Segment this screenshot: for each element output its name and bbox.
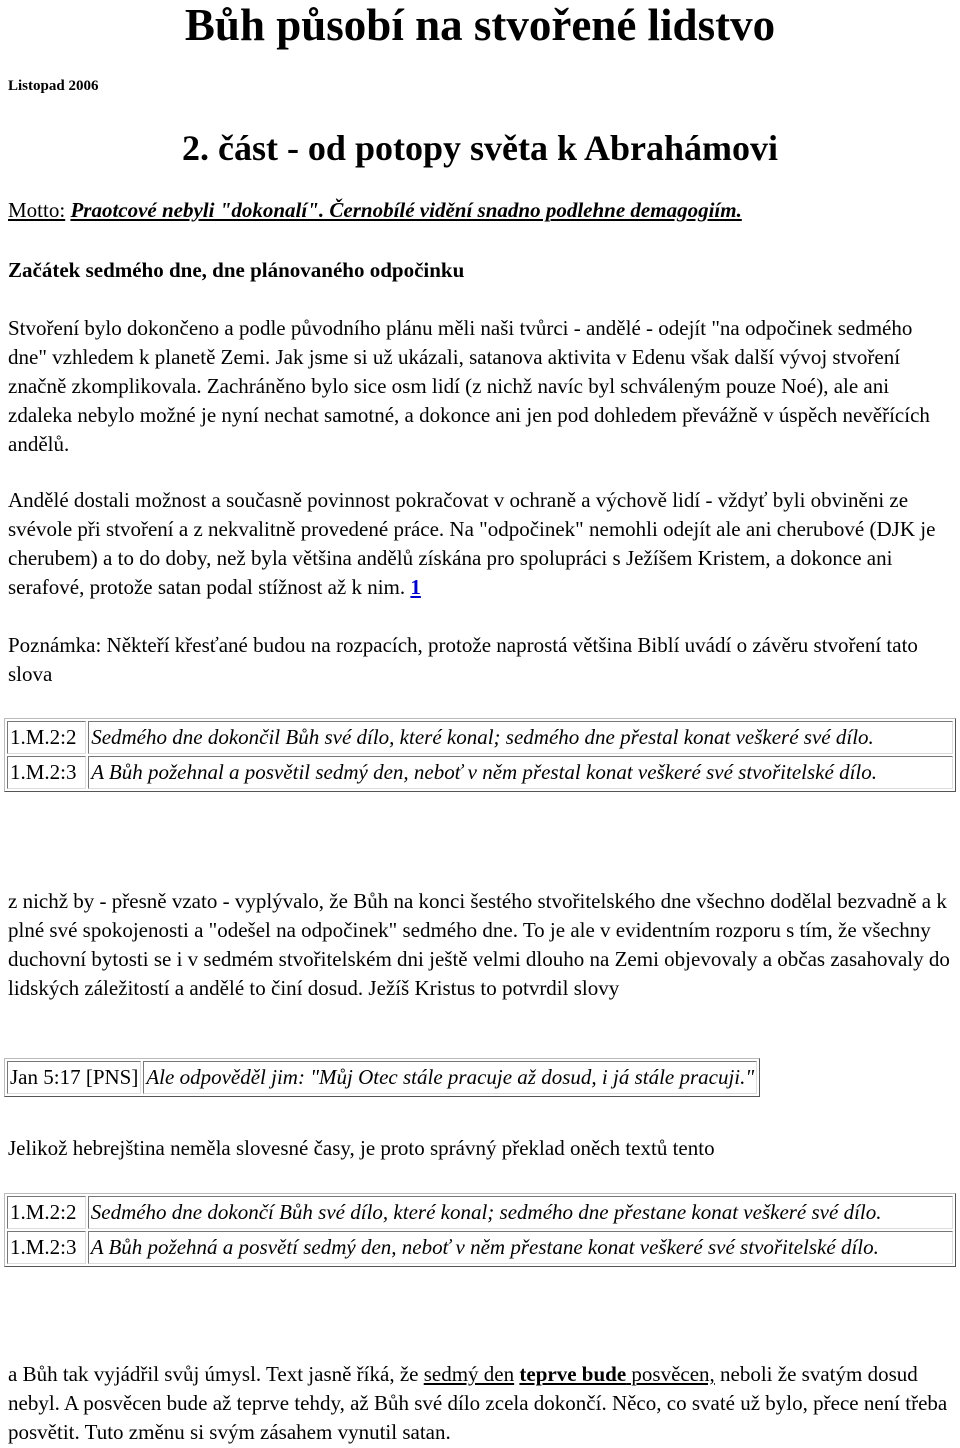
paragraph-1: Stvoření bylo dokončeno a podle původního plánu měli naši tvůrci - andělé - odejít "na odpočinek sedmého dne" vzhledem k planetě Zemi. Jak jsme si už ukázali, satanova aktivita v Edenu však další vývoj stvoření značně zkomplikovala. Zachráněno bylo sice osm lidí (z nichž navíc byl schváleným pouze Noé), ale ani zdaleka nebylo možné je nyní nechat samotné, a dokonce ani jen pod dohledem převážně v úspěch nevěřících andělů. xyxy=(8,316,930,456)
verse-table-2 xyxy=(4,1058,760,1097)
verse-ref: 1.M.2:2 xyxy=(7,1196,86,1229)
verse-text: Ale odpověděl jim: "Můj Otec stále pracuje až dosud, i já stále pracuji." xyxy=(143,1061,757,1094)
bold-phrase: teprve bude xyxy=(519,1362,627,1386)
paragraph-6 xyxy=(8,1360,953,1447)
paragraph-2-text: Andělé dostali možnost a současně povinnost pokračovat v ochraně a výchově lidí - vždyť byli obviněni ze svévole při stvoření a z nekvalitně provedené práce. Na "odpočinek" nemohli odejít ale ani cherubové (DJK je cherubem) a to do doby, než byla většina andělů získána pro spolupráci s Ježíšem Kristem, a dokonce ani serafové, protože satan podal stížnost až k nim. xyxy=(8,488,936,599)
table-row xyxy=(7,1061,757,1094)
paragraph-4: z nichž by - přesně vzato - vyplývalo, že Bůh na konci šestého stvořitelského dne všechno dodělal bezvadně a k plné své spokojenosti a "odešel na odpočinek" sedmého dne. To je ale v evidentním rozporu s tím, že všechny duchovní bytosti se i v sedmém stvořitelském dni ještě velmi dlouho na Zemi objevovaly a občas zasahovaly do lidských záležitostí a andělé to činí dosud. Ježíš Kristus to potvrdil slovy xyxy=(8,889,950,1000)
verse-text: Sedmého dne dokončil Bůh své dílo, které konal; sedmého dne přestal konat veškeré své dílo. xyxy=(88,721,953,754)
table-row xyxy=(7,721,953,754)
publication-date: Listopad 2006 xyxy=(8,78,99,94)
footnote-link[interactable]: 1 xyxy=(410,575,421,599)
paragraph-5: Jelikož hebrejština neměla slovesné časy, je proto správný překlad oněch textů tento xyxy=(8,1136,715,1160)
page-title: Bůh působí na stvořené lidstvo xyxy=(184,0,776,50)
paragraph-2 xyxy=(8,486,953,602)
underlined-phrase-2: posvěcen, xyxy=(626,1362,715,1386)
table-row xyxy=(7,1231,953,1264)
verse-table-3 xyxy=(4,1193,956,1267)
verse-ref: 1.M.2:3 xyxy=(7,756,86,789)
verse-ref: Jan 5:17 [PNS] xyxy=(7,1061,141,1094)
page-subtitle: 2. část - od potopy světa k Abrahámovi xyxy=(181,128,779,168)
paragraph-6-text: a Bůh tak vyjádřil svůj úmysl. Text jasně říká, že xyxy=(8,1362,424,1386)
section-heading: Začátek sedmého dne, dne plánovaného odpočinku xyxy=(8,258,465,282)
verse-table-1 xyxy=(4,718,956,792)
paragraph-3: Poznámka: Někteří křesťané budou na rozpacích, protože naprostá většina Biblí uvádí o závěru stvoření tato slova xyxy=(8,633,918,686)
motto xyxy=(8,196,953,225)
paragraph-6-text-2: neboli že svatým dosud nebyl. A posvěcen bude až teprve tehdy, až Bůh své dílo zcela dokončí. Něco, co svaté už bylo, přece není třeba posvětit. Tuto změnu si svým zásahem vynutil satan. xyxy=(8,1362,948,1444)
verse-text: A Bůh požehnal a posvětil sedmý den, neboť v něm přestal konat veškeré své stvořitelské dílo. xyxy=(88,756,953,789)
verse-ref: 1.M.2:3 xyxy=(7,1231,86,1264)
underlined-phrase: sedmý den xyxy=(423,1362,515,1386)
motto-text: Praotcové nebyli "dokonalí". Černobílé vidění snadno podlehne demagogiím. xyxy=(70,198,742,222)
verse-text: Sedmého dne dokončí Bůh své dílo, které konal; sedmého dne přestane konat veškeré své dílo. xyxy=(88,1196,953,1229)
table-row xyxy=(7,1196,953,1229)
motto-label: Motto: xyxy=(8,198,66,222)
table-row xyxy=(7,756,953,789)
verse-ref: 1.M.2:2 xyxy=(7,721,86,754)
verse-text: A Bůh požehná a posvětí sedmý den, neboť v něm přestane konat veškeré své stvořitelské dílo. xyxy=(88,1231,953,1264)
